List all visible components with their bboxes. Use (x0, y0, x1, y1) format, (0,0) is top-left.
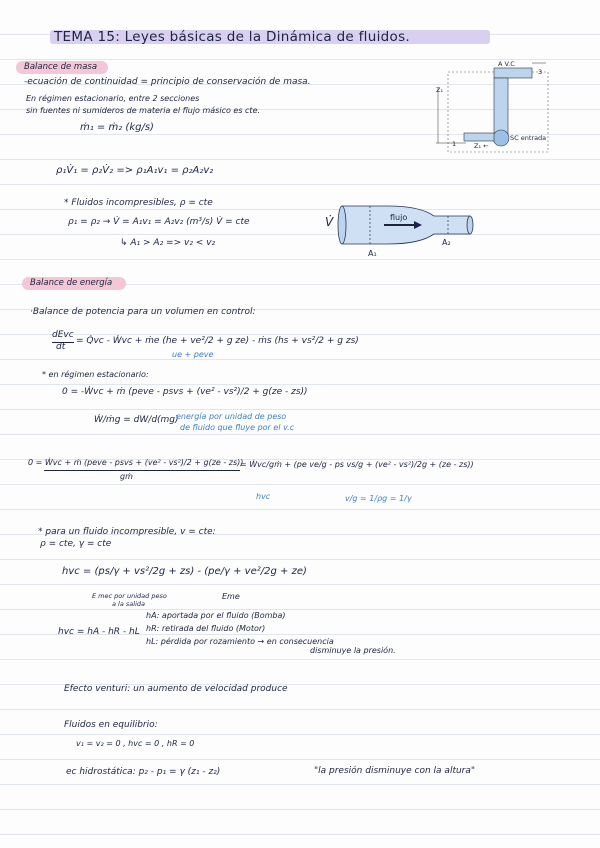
power-balance-line: ·Balance de potencia para un volumen en control: (30, 307, 256, 317)
density-flow-eq: ρ₁V̇₁ = ρ₂V̇₂ => ρ₁A₁v₁ = ρ₂A₂v₂ (56, 165, 214, 176)
pipe-figure (330, 198, 480, 250)
schematic-bottom-label: Z₁ ← (474, 142, 489, 150)
area-a1-label: A₁ (368, 249, 377, 258)
incompressible-eq: ρ₁ = ρ₂ → V̇ = A₁v₁ = A₂v₂ (m³/s) V̇ = cte (68, 217, 250, 227)
hl-definition-2: disminuye la presión. (310, 646, 396, 655)
steady-state-eq: 0 = -Ẇvc + ṁ (peve - psvs + (ve² - vs²)/2 + g(ze - zs)) (62, 387, 308, 397)
flow-label: flujo (390, 213, 408, 222)
equilibrium-eq: v₁ = v₂ = 0 , hvc = 0 , hR = 0 (76, 739, 195, 748)
schematic-top-label: A V.C (498, 60, 515, 68)
emec-label-2: a la salida (112, 600, 145, 608)
mass-flow-eq: ṁ₁ = ṁ₂ (kg/s) (80, 122, 154, 133)
hr-definition: hR: retirada del fluido (Motor) (146, 624, 266, 633)
hydrostatic-eq: ec hidrostática: p₂ - p₁ = γ (z₁ - z₂) (66, 767, 221, 777)
dE-numerator: dEvc (52, 330, 74, 340)
big-eq-right: = Ẇvc/gṁ + (pe ve/g - ps vs/g + (ve² - vs²)/2g + (ze - zs)) (240, 460, 474, 469)
fluid-flow-note: de fluido que fluye por el v.c (180, 423, 295, 432)
eme-label: Eme (222, 592, 240, 601)
hvc-mark: hvc (256, 492, 271, 501)
volume-flow-label: V̇ (325, 215, 334, 229)
schematic-side-label: Z₁ (436, 86, 444, 94)
altitude-quote: "la presión disminuye con la altura" (314, 766, 476, 776)
head-sum-eq: hvc = hA - hR - hL (58, 627, 140, 637)
incompressible-fluid-line: * para un fluido incompresible, v = cte: (38, 527, 216, 537)
big-eq-denominator: gṁ (120, 472, 133, 481)
equilibrium-line: Fluidos en equilibrio: (64, 720, 158, 730)
gamma-note: v/g = 1/ρg = 1/γ (345, 494, 412, 503)
big-eq-fraction-bar (44, 470, 240, 471)
continuity-line: -ecuación de continuidad = principio de conservación de masa. (24, 77, 311, 87)
ha-definition: hA: aportada por el fluido (Bomba) (146, 611, 286, 620)
page-title: TEMA 15: Leyes básicas de la Dinámica de fluidos. (54, 29, 410, 45)
mass-balance-header: Balance de masa (24, 62, 98, 72)
energy-per-weight-note: energía por unidad de peso (176, 412, 287, 421)
constants-line: ρ = cte, γ = cte (40, 539, 112, 549)
hl-definition: hL: pérdida por rozamiento → en consecuencia (146, 637, 334, 646)
no-sources-line: sin fuentes ni sumideros de materia el flujo másico es cte. (26, 106, 261, 115)
work-per-weight-eq: Ẇ/ṁg = dW/d(mg) (94, 415, 179, 425)
emec-label-1: E mec por unidad peso (92, 592, 167, 600)
steady-state-line: * en régimen estacionario: (42, 370, 149, 379)
steady-line: En régimen estacionario, entre 2 secciones (26, 94, 200, 103)
incompressible-line: * Fluidos incompresibles, ρ = cte (64, 198, 213, 208)
venturi-line: Efecto venturi: un aumento de velocidad produce (64, 684, 288, 694)
area-a2-label: A₂ (442, 238, 451, 247)
big-eq-left: 0 = Ẇvc + ṁ (peve - psvs + (ve² - vs²)/2 + g(ze - zs)) (28, 458, 244, 467)
dE-denominator: dt (56, 342, 66, 352)
enthalpy-note: ue + peve (172, 350, 214, 359)
schematic-small-label-1: 3 (538, 68, 543, 76)
energy-balance-header: Balance de energía (30, 278, 113, 288)
head-eq: hvc = (ps/γ + vs²/2g + zs) - (pe/γ + ve²/2g + ze) (62, 566, 307, 577)
power-balance-eq: = Q̇vc - Ẇvc + ṁe (he + ve²/2 + g ze) - ṁs (hs + vs²/2 + g zs) (76, 336, 359, 346)
area-inequality: ↳ A₁ > A₂ => v₂ < v₂ (120, 238, 216, 248)
schematic-right-label: SC entrada (510, 134, 547, 142)
schematic-small-label-2: 1 (452, 140, 457, 148)
